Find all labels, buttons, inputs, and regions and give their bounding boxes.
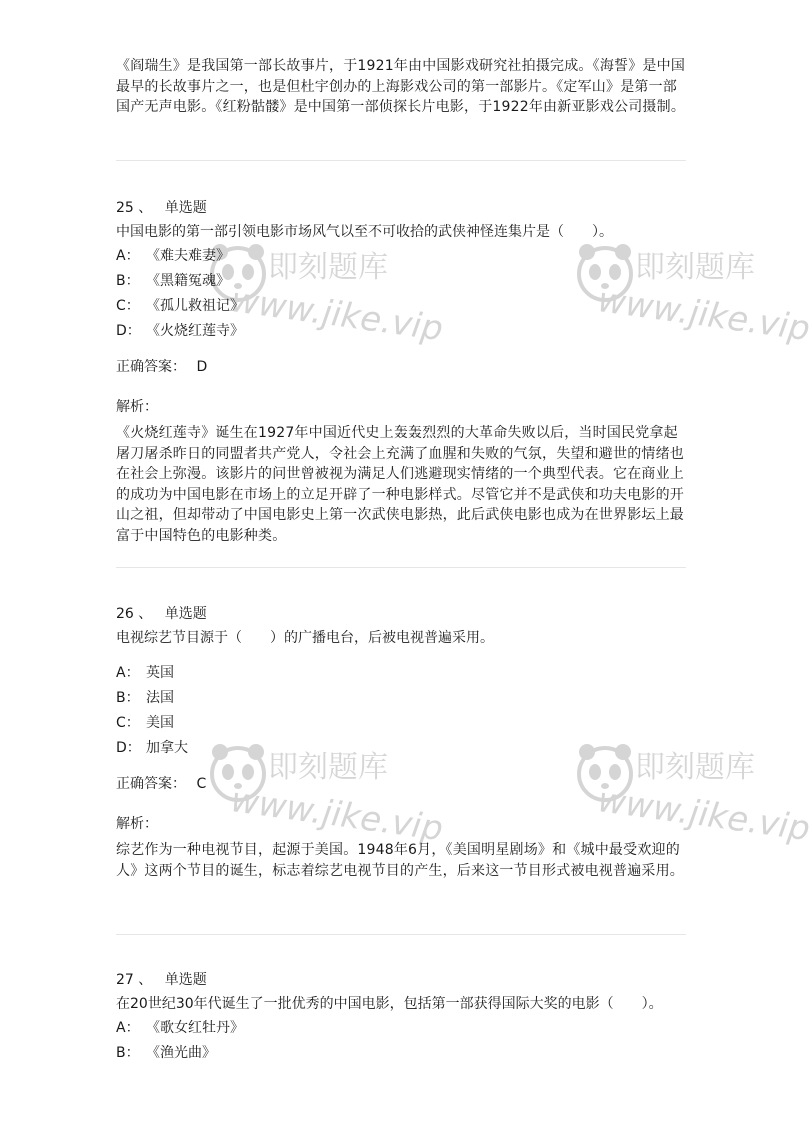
question-text: 中国电影的第一部引领电影市场风气以至不可收拾的武侠神怪连集片是（ ）。 <box>116 224 613 240</box>
option-b[interactable] <box>116 1043 686 1068</box>
question-type: 单选题 <box>164 606 207 622</box>
option-a[interactable] <box>116 1018 686 1043</box>
option-a[interactable] <box>116 663 686 688</box>
options-list <box>116 246 686 346</box>
watermark-title: 即刻题库 <box>268 750 388 785</box>
question-header <box>116 198 686 218</box>
question-number: 25 、 <box>116 200 153 216</box>
option-text: 《火烧红莲寺》 <box>146 323 244 339</box>
option-c[interactable] <box>116 713 686 738</box>
analysis-label: 解析： <box>116 816 158 832</box>
option-text: 《歌女红牡丹》 <box>146 1020 244 1036</box>
option-text: 《渔光曲》 <box>146 1045 216 1061</box>
question-27 <box>116 970 686 1068</box>
option-letter: A： <box>116 665 140 681</box>
watermark-url: www.jike.vip <box>228 280 446 350</box>
option-letter: A： <box>116 248 140 264</box>
option-d[interactable] <box>116 321 686 346</box>
option-letter: D： <box>116 323 141 339</box>
option-b[interactable] <box>116 271 686 296</box>
option-letter: C： <box>116 715 140 731</box>
divider <box>116 160 686 161</box>
option-text: 法国 <box>146 690 174 706</box>
question-text: 电视综艺节目源于（ ）的广播电台，后被电视普遍采用。 <box>116 630 494 646</box>
question-26 <box>116 604 686 881</box>
option-text: 《孤儿救祖记》 <box>146 298 244 314</box>
option-c[interactable] <box>116 296 686 321</box>
watermark-title: 即刻题库 <box>635 250 755 285</box>
question-25 <box>116 198 686 546</box>
question-type: 单选题 <box>164 200 207 216</box>
option-letter: B： <box>116 690 140 706</box>
watermark-url: www.jike.vip <box>595 280 812 350</box>
option-text: 美国 <box>146 715 174 731</box>
question-number: 26 、 <box>116 606 153 622</box>
option-letter: B： <box>116 1045 140 1061</box>
answer-value: C <box>196 776 207 792</box>
option-text: 《黑籍冤魂》 <box>146 273 230 289</box>
question-type: 单选题 <box>164 972 207 988</box>
options-list <box>116 663 686 763</box>
option-a[interactable] <box>116 246 686 271</box>
option-text: 英国 <box>146 665 174 681</box>
question-header <box>116 970 686 990</box>
option-letter: B： <box>116 273 140 289</box>
watermark-title: 即刻题库 <box>635 750 755 785</box>
divider <box>116 567 686 568</box>
answer-label: 正确答案： <box>116 359 186 375</box>
watermark-url: www.jike.vip <box>228 780 446 850</box>
question-text: 在20世纪30年代诞生了一批优秀的中国电影，包括第一部获得国际大奖的电影（ ）。 <box>116 996 663 1012</box>
answer-value: D <box>196 359 208 375</box>
options-list <box>116 1018 686 1068</box>
option-text: 加拿大 <box>146 740 188 756</box>
option-text: 《难夫难妻》 <box>146 248 230 264</box>
analysis-text: 综艺作为一种电视节目，起源于美国。1948年6月，《美国明星剧场》和《城中最受欢迎的人》这两个节目的诞生，标志着综艺电视节目的产生，后来这一节目形式被电视普遍采用。 <box>116 842 684 879</box>
option-d[interactable] <box>116 738 686 763</box>
option-letter: D： <box>116 740 141 756</box>
option-letter: A： <box>116 1020 140 1036</box>
option-letter: C： <box>116 298 140 314</box>
correct-answer <box>116 357 686 377</box>
answer-label: 正确答案： <box>116 776 186 792</box>
intro-paragraph: 《阎瑞生》是我国第一部长故事片，于1921年由中国影戏研究社拍摄完成。《海誓》是中国最早的长故事片之一，也是但杜宇创办的上海影戏公司的第一部影片。《定军山》是第一部国产无声电影。《红粉骷髅》是中国第一部侦探长片电影，于1922年由新亚影戏公司摄制。 <box>116 58 686 115</box>
previous-analysis-continuation <box>116 56 686 118</box>
analysis-text: 《火烧红莲寺》诞生在1927年中国近代史上轰轰烈烈的大革命失败以后，当时国民党拿起屠刀屠杀昨日的同盟者共产党人，令社会上充满了血腥和失败的气氛，失望和避世的情绪也在社会上弥漫。该影片的问世曾被视为满足人们逃避现实情绪的一个典型代表。它在商业上的成功为中国电影在市场上的立足开辟了一种电影样式。尽管它并不是武侠和功夫电影的开山之祖，但却带动了中国电影史上第一次武侠电影热，此后武侠电影也成为在世界影坛上最富于中国特色的电影种类。 <box>116 425 684 544</box>
question-header <box>116 604 686 624</box>
watermark-title: 即刻题库 <box>268 250 388 285</box>
watermark-url: www.jike.vip <box>595 780 812 850</box>
analysis-label: 解析： <box>116 399 158 415</box>
correct-answer <box>116 774 686 794</box>
question-number: 27 、 <box>116 972 153 988</box>
option-b[interactable] <box>116 688 686 713</box>
divider <box>116 934 686 935</box>
